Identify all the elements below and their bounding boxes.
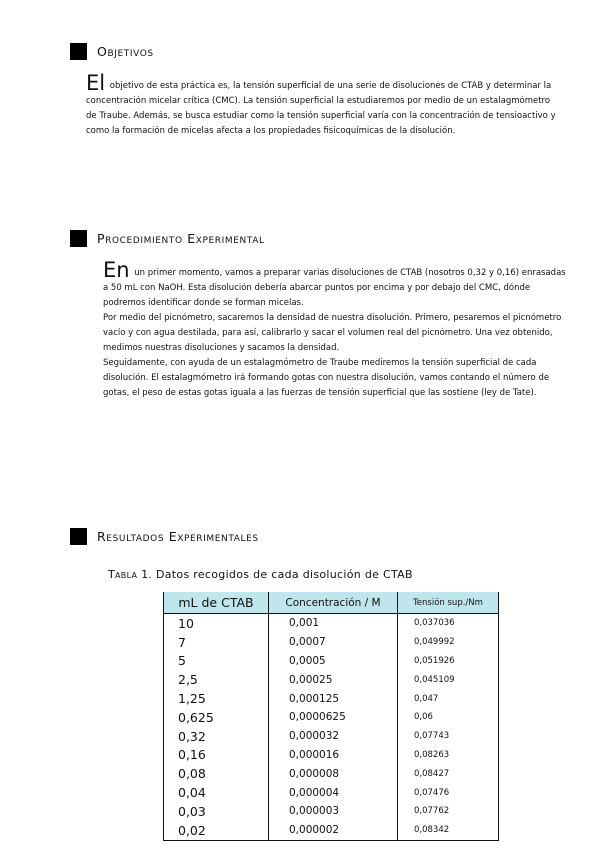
dropcap: En <box>103 258 130 282</box>
table-cell: 2,5 <box>164 670 269 689</box>
table-row <box>164 783 499 802</box>
table-row <box>164 689 499 708</box>
table-caption <box>108 568 413 581</box>
table-caption-text: Datos recogidos de cada disolución de CTAB <box>152 568 413 581</box>
table-cell: 0,08263 <box>398 746 499 765</box>
section-procedimiento-heading <box>70 230 273 247</box>
bullet-square-icon <box>70 528 87 545</box>
table-cell: 0,000016 <box>269 746 398 765</box>
table-cell: 0,04 <box>164 783 269 802</box>
column-header: mL de CTAB <box>164 592 269 614</box>
table-cell: 0,06 <box>398 708 499 727</box>
section-resultados-heading <box>70 528 267 545</box>
table-cell: 0,07743 <box>398 727 499 746</box>
table-row <box>164 670 499 689</box>
table-row <box>164 764 499 783</box>
table-cell: 0,08 <box>164 764 269 783</box>
table-cell: 0,000032 <box>269 727 398 746</box>
table-cell: 0,02 <box>164 821 269 840</box>
table-row <box>164 708 499 727</box>
table-cell: 0,037036 <box>398 614 499 633</box>
table-cell: 0,047 <box>398 689 499 708</box>
table-cell: 0,0005 <box>269 652 398 671</box>
table-cell: 0,000008 <box>269 764 398 783</box>
table-cell: 0,16 <box>164 746 269 765</box>
table-cell: 0,08427 <box>398 764 499 783</box>
table-row <box>164 821 499 840</box>
table-row <box>164 802 499 821</box>
paragraph-text: objetivo de esta práctica es, la tensión superficial de una serie de disoluciones de CTAB y determinar la concentración micelar crítica (CMC). La tensión superficial la estudiaremos por medio de un estalagmómetro de Traube. Además, se busca estudiar como la tensión superficial varía con la concentración de tensioactivo y como la formación de micelas afecta a los propiedades fisicoquímicas de la disolución. <box>86 81 556 136</box>
table-cell: 0,001 <box>269 614 398 633</box>
paragraph-text: un primer momento, vamos a preparar varias disoluciones de CTAB (nosotros 0,32 y 0,16) enrasadas a 50 mL con NaOH. Esta disolución debería abarcar puntos por encima y por debajo del CMC, dónde podremos identificar donde se forman micelas. <box>103 268 566 308</box>
section-title: Resultados Experimentales <box>97 529 259 544</box>
paragraph-text: Seguidamente, con ayuda de un estalagmómetro de Traube mediremos la tensión superficial de cada disolución. El estalagmómetro irá formando gotas con nuestra disolución, vamos contando el número de gotas, el peso de estas gotas iguala a las fuerzas de tensión superficial que las sostiene (ley de Tate). <box>103 358 550 398</box>
table-row <box>164 614 499 633</box>
table-row <box>164 633 499 652</box>
section-objetivos-heading <box>70 43 162 60</box>
bullet-square-icon <box>70 230 87 247</box>
column-header: Concentración / M <box>269 592 398 614</box>
table-cell: 0,03 <box>164 802 269 821</box>
table-cell: 10 <box>164 614 269 633</box>
table-row <box>164 652 499 671</box>
table-cell: 0,000002 <box>269 821 398 840</box>
table-cell: 7 <box>164 633 269 652</box>
table-cell: 0,07476 <box>398 783 499 802</box>
table-cell: 0,32 <box>164 727 269 746</box>
table-cell: 1,25 <box>164 689 269 708</box>
table-cell: 0,051926 <box>398 652 499 671</box>
table-cell: 0,0007 <box>269 633 398 652</box>
objetivos-paragraph <box>86 71 556 139</box>
table-header-row <box>164 592 499 614</box>
table-cell: 0,07762 <box>398 802 499 821</box>
dropcap: El <box>86 71 106 95</box>
bullet-square-icon <box>70 43 87 60</box>
data-table <box>163 592 499 841</box>
section-title: Procedimiento Experimental <box>97 231 265 246</box>
table-cell: 5 <box>164 652 269 671</box>
table-cell: 0,000125 <box>269 689 398 708</box>
table-cell: 0,045109 <box>398 670 499 689</box>
table-cell: 0,000003 <box>269 802 398 821</box>
table-row <box>164 727 499 746</box>
table-cell: 0,049992 <box>398 633 499 652</box>
table-cell: 0,0000625 <box>269 708 398 727</box>
column-header: Tensión sup./Nm <box>398 592 499 614</box>
section-title: Objetivos <box>97 44 154 59</box>
paragraph-text: Por medio del picnómetro, sacaremos la densidad de nuestra disolución. Primero, pesaremos el picnómetro vacío y con agua destilada, para así, calibrarlo y sacar el volumen real del picnómetro. Una vez obtenido, medimos nuestras disoluciones y sacamos la densidad. <box>103 313 562 353</box>
table-cell: 0,08342 <box>398 821 499 840</box>
table-cell: 0,000004 <box>269 783 398 802</box>
table-row <box>164 746 499 765</box>
table-caption-label: Tabla 1. <box>108 568 153 581</box>
procedimiento-paragraph <box>103 258 573 401</box>
table-cell: 0,00025 <box>269 670 398 689</box>
table-cell: 0,625 <box>164 708 269 727</box>
